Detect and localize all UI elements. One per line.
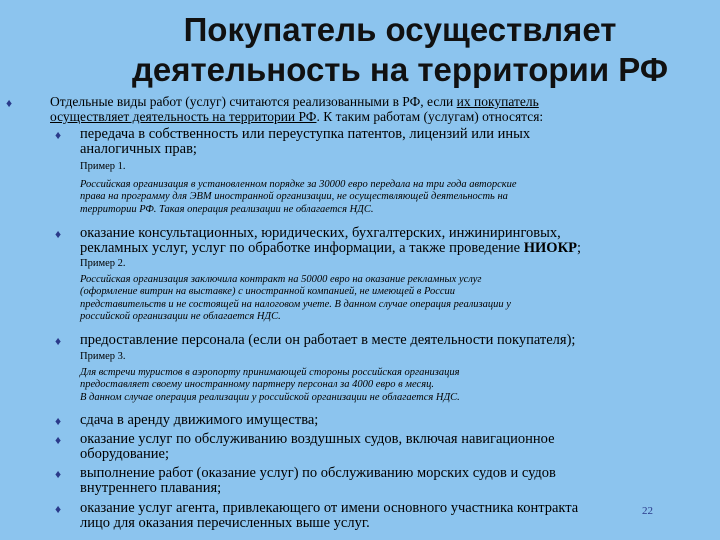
intro-line-2 [50, 110, 543, 125]
example-line: российской организации не облагается НДС. [80, 311, 281, 322]
list-item-line [80, 241, 581, 256]
list-item-line: оказание консультационных, юридических, бухгалтерских, инжиниринговых, [80, 225, 561, 241]
diamond-bullet-icon: ♦ [6, 96, 13, 110]
page-number: 22 [642, 505, 653, 517]
example-1 [80, 161, 517, 216]
example-line: права на программу для ЭВМ иностранной организации, не осуществляющей деятельность на [80, 191, 508, 202]
list-item-line: оказание услуг по обслуживанию воздушных судов, включая навигационное [80, 431, 555, 447]
diamond-bullet-icon: ♦ [55, 433, 62, 447]
example-label: Пример 3. [80, 351, 126, 362]
list-item-bold: НИОКР [523, 240, 577, 256]
list-item-line: оказание услуг агента, привлекающего от имени основного участника контракта [80, 500, 579, 516]
list-item-line: оборудование; [80, 446, 169, 462]
list-item-line: аналогичных прав; [80, 141, 197, 157]
list-item-text: рекламных услуг, услуг по обработке информации, а также проведение [80, 240, 524, 256]
intro-underlined-1: их покупатель [456, 94, 539, 109]
example-line: территории РФ. Такая операция реализации не облагается НДС. [80, 203, 374, 215]
title-line-1: Покупатель осуществляет [183, 11, 617, 48]
example-line: Российская организация в установленном порядке за 30000 евро передала на три года авторские [80, 178, 517, 190]
intro-underlined-2: осуществляет деятельность на территории РФ [50, 109, 317, 124]
list-item-line: выполнение работ (оказание услуг) по обслуживанию морских судов и судов [80, 465, 556, 481]
list-item-line: сдача в аренду движимого имущества; [80, 412, 319, 428]
list-item-line: предоставление персонала (если он работает в месте деятельности покупателя); [80, 332, 576, 348]
example-label: Пример 1. [80, 161, 126, 172]
example-line: В данном случае операция реализации у российской организации не облагается НДС. [80, 391, 460, 403]
diamond-bullet-icon: ♦ [55, 128, 62, 142]
intro-line-1 [50, 95, 539, 110]
example-2 [80, 258, 511, 324]
diamond-bullet-icon: ♦ [55, 227, 62, 241]
intro-text-end: . К таким работам (услугам) относятся: [316, 109, 544, 124]
example-label: Пример 2. [80, 258, 126, 269]
diamond-bullet-icon: ♦ [55, 334, 62, 348]
list-item-tail: ; [576, 240, 581, 256]
intro-text: Отдельные виды работ (услуг) считаются реализованными в РФ, если [50, 94, 457, 109]
page-title [100, 10, 700, 90]
diamond-bullet-icon: ♦ [55, 467, 62, 481]
example-line: предоставляет своему иностранному партнеру персонал за 4000 евро в месяц. [80, 379, 434, 390]
example-line: Российская организация заключила контракт на 50000 евро на оказание рекламных услуг [80, 273, 482, 285]
list-item-line: лицо для оказания перечисленных выше услуг. [80, 515, 370, 531]
example-line: Для встречи туристов в аэропорту принимающей стороны российская организация [80, 366, 460, 378]
diamond-bullet-icon: ♦ [55, 502, 62, 516]
title-line-2: деятельность на территории РФ [131, 51, 669, 88]
list-item-line: передача в собственность или переуступка патентов, лицензий или иных [80, 126, 531, 142]
example-line: представительств и не состоящей на налоговом учете. В данном случае операция реализации у [80, 298, 511, 310]
example-line: (оформление витрин на выставке) с иностранной компанией, не имеющей в России [80, 286, 456, 297]
list-item-line: внутреннего плавания; [80, 480, 222, 496]
diamond-bullet-icon: ♦ [55, 414, 62, 428]
example-3 [80, 351, 460, 404]
